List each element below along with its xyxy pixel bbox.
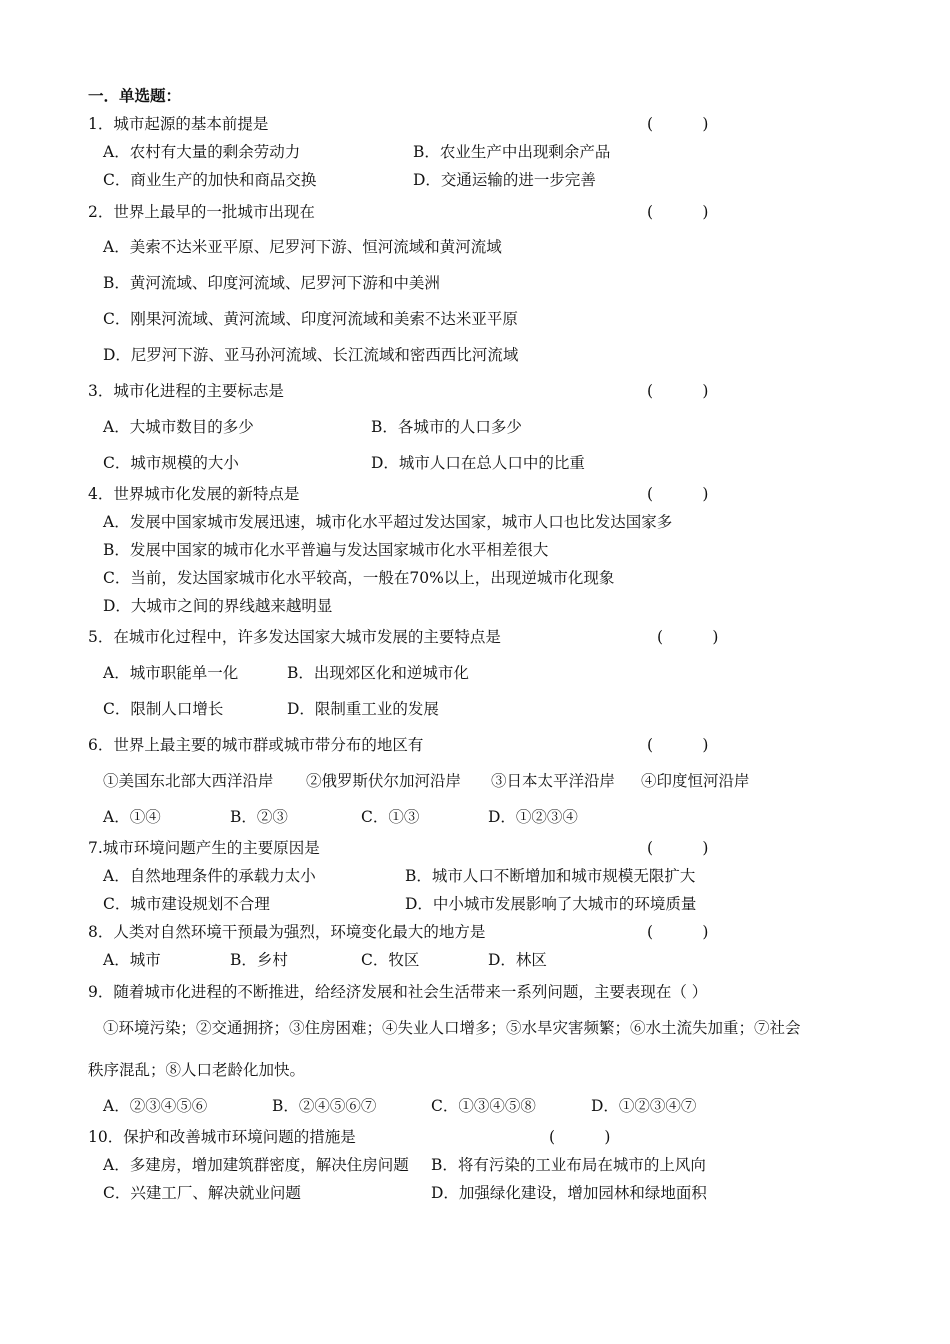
q8-option-c: C．牧区: [361, 951, 420, 969]
q2-option-d: D．尼罗河下游、亚马孙河流域、长江流域和密西西比河流域: [103, 346, 519, 364]
q10-option-b: B．将有污染的工业布局在城市的上风向: [431, 1156, 706, 1174]
question-5-stem: 5．在城市化过程中，许多发达国家大城市发展的主要特点是: [88, 628, 501, 646]
q8-option-a: A．城市: [103, 951, 161, 969]
q4-option-b: B．发展中国家的城市化水平普遍与发达国家城市化水平相差很大: [103, 541, 549, 559]
question-7-stem: 7.城市环境问题产生的主要原因是: [88, 839, 320, 857]
q9-option-c: C．①③④⑤⑧: [431, 1097, 536, 1115]
q6-item-4: ④印度恒河沿岸: [641, 772, 750, 790]
question-4-stem: 4．世界城市化发展的新特点是: [88, 485, 300, 503]
q2-option-b: B．黄河流域、印度河流域、尼罗河下游和中美洲: [103, 274, 440, 292]
q6-option-d: D．①②③④: [488, 808, 578, 826]
q10-option-d: D．加强绿化建设，增加园林和绿地面积: [431, 1184, 707, 1202]
q10-option-c: C．兴建工厂、解决就业问题: [103, 1184, 301, 1202]
question-6-stem: 6．世界上最主要的城市群或城市带分布的地区有: [88, 736, 424, 754]
q5-option-c: C．限制人口增长: [103, 700, 224, 718]
q7-option-d: D．中小城市发展影响了大城市的环境质量: [405, 895, 697, 913]
question-1-stem: 1．城市起源的基本前提是: [88, 115, 269, 133]
answer-blank: ( ): [549, 1128, 611, 1146]
section-title: 一．单选题：: [88, 86, 182, 105]
answer-blank: ( ): [647, 839, 709, 857]
q6-item-2: ②俄罗斯伏尔加河沿岸: [306, 772, 462, 790]
q5-option-d: D．限制重工业的发展: [287, 700, 439, 718]
q5-option-a: A．城市职能单一化: [103, 664, 239, 682]
q7-option-c: C．城市建设规划不合理: [103, 895, 270, 913]
q6-option-b: B．②③: [230, 808, 288, 826]
q8-option-d: D．林区: [488, 951, 547, 969]
q4-option-d: D．大城市之间的界线越来越明显: [103, 597, 333, 615]
question-3-stem: 3．城市化进程的主要标志是: [88, 382, 284, 400]
q9-option-b: B．②④⑤⑥⑦: [272, 1097, 377, 1115]
answer-blank: ( ): [647, 203, 709, 221]
answer-blank: ( ): [647, 485, 709, 503]
q9-items-line-1: ①环境污染；②交通拥挤；③住房困难；④失业人口增多；⑤水旱灾害频繁；⑥水土流失加重；⑦社会: [103, 1019, 801, 1037]
q10-option-a: A．多建房，增加建筑群密度，解决住房问题: [103, 1156, 409, 1174]
answer-blank: ( ): [647, 736, 709, 754]
q6-option-a: A．①④: [103, 808, 161, 826]
q7-option-b: B．城市人口不断增加和城市规模无限扩大: [405, 867, 696, 885]
q3-option-b: B．各城市的人口多少: [371, 418, 522, 436]
q6-option-c: C．①③: [361, 808, 420, 826]
q3-option-a: A．大城市数目的多少: [103, 418, 254, 436]
q6-item-1: ①美国东北部大西洋沿岸: [103, 772, 274, 790]
q7-option-a: A．自然地理条件的承载力太小: [103, 867, 316, 885]
question-2-stem: 2．世界上最早的一批城市出现在: [88, 203, 315, 221]
q9-option-a: A．②③④⑤⑥: [103, 1097, 208, 1115]
q9-option-d: D．①②③④⑦: [591, 1097, 697, 1115]
question-8-stem: 8．人类对自然环境干预最为强烈，环境变化最大的地方是: [88, 923, 486, 941]
q1-option-d: D．交通运输的进一步完善: [413, 171, 596, 189]
q3-option-c: C．城市规模的大小: [103, 454, 239, 472]
q1-option-b: B．农业生产中出现剩余产品: [413, 143, 611, 161]
q8-option-b: B．乡村: [230, 951, 288, 969]
answer-blank: ( ): [647, 115, 709, 133]
q3-option-d: D．城市人口在总人口中的比重: [371, 454, 585, 472]
answer-blank: ( ): [647, 382, 709, 400]
question-9-stem: 9．随着城市化进程的不断推进，给经济发展和社会生活带来一系列问题，主要表现在（ ）: [88, 983, 708, 1001]
question-10-stem: 10．保护和改善城市环境问题的措施是: [88, 1128, 356, 1146]
q1-option-a: A．农村有大量的剩余劳动力: [103, 143, 301, 161]
q4-option-c: C．当前，发达国家城市化水平较高，一般在70%以上，出现逆城市化现象: [103, 569, 615, 587]
answer-blank: ( ): [647, 923, 709, 941]
q4-option-a: A．发展中国家城市发展迅速，城市化水平超过发达国家，城市人口也比发达国家多: [103, 513, 673, 531]
q6-item-3: ③日本太平洋沿岸: [491, 772, 616, 790]
q1-option-c: C．商业生产的加快和商品交换: [103, 171, 317, 189]
q2-option-c: C．刚果河流域、黄河流域、印度河流域和美索不达米亚平原: [103, 310, 518, 328]
q5-option-b: B．出现郊区化和逆城市化: [287, 664, 469, 682]
answer-blank: ( ): [657, 628, 719, 646]
q2-option-a: A．美索不达米亚平原、尼罗河下游、恒河流域和黄河流域: [103, 238, 502, 256]
q9-items-line-2: 秩序混乱；⑧人口老龄化加快。: [88, 1061, 306, 1079]
